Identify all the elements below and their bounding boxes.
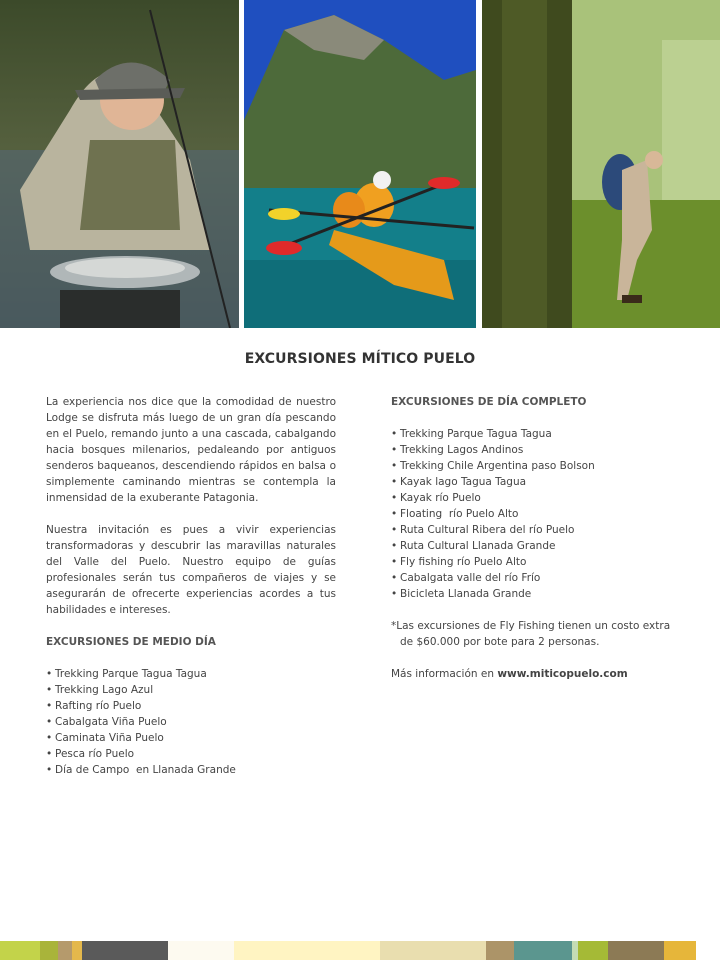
photo-strip	[0, 0, 720, 328]
list-item: • Bicicleta Llanada Grande	[391, 588, 532, 600]
angler-photo	[0, 0, 239, 328]
list-item: • Trekking Chile Argentina paso Bolson	[391, 460, 595, 472]
list-item: • Pesca río Puelo	[46, 748, 135, 760]
kayak-photo	[244, 0, 476, 328]
list-item: • Cabalgata valle del río Frío	[391, 572, 541, 584]
footer-color-stripe	[0, 941, 720, 960]
list-item: • Kayak lago Tagua Tagua	[391, 476, 527, 488]
list-item: • Trekking Lagos Andinos	[391, 444, 524, 456]
stripe-segment	[58, 941, 72, 960]
list-item: • Kayak río Puelo	[391, 492, 481, 504]
more-info-label: Más información en	[391, 668, 498, 680]
stripe-segment	[578, 941, 608, 960]
list-item: • Floating río Puelo Alto	[391, 508, 519, 520]
stripe-segment	[0, 941, 40, 960]
full-day-list	[391, 426, 691, 602]
half-day-list	[46, 666, 336, 778]
list-item: • Trekking Parque Tagua Tagua	[46, 668, 207, 680]
list-item: • Día de Campo en Llanada Grande	[46, 764, 236, 776]
list-item: • Ruta Cultural Llanada Grande	[391, 540, 556, 552]
stripe-segment	[168, 941, 234, 960]
fly-fishing-note	[391, 618, 691, 650]
note-line: *Las excursiones de Fly Fishing tienen un costo extra	[391, 620, 671, 632]
stripe-segment	[40, 941, 58, 960]
stripe-segment	[608, 941, 664, 960]
trekking-photo	[482, 0, 720, 328]
page-title: EXCURSIONES MÍTICO PUELO	[244, 351, 476, 367]
stripe-segment	[234, 941, 380, 960]
list-item: • Trekking Parque Tagua Tagua	[391, 428, 552, 440]
list-item: • Fly fishing río Puelo Alto	[391, 556, 527, 568]
list-item: • Ruta Cultural Ribera del río Puelo	[391, 524, 575, 536]
more-info	[391, 666, 691, 682]
stripe-segment	[486, 941, 514, 960]
list-item: • Caminata Viña Puelo	[46, 732, 164, 744]
list-item: • Trekking Lago Azul	[46, 684, 154, 696]
stripe-segment	[380, 941, 486, 960]
right-column	[391, 394, 691, 682]
full-day-heading: EXCURSIONES DE DÍA COMPLETO	[391, 396, 587, 408]
left-column	[46, 394, 336, 794]
note-line: de $60.000 por bote para 2 personas.	[400, 636, 600, 648]
stripe-segment	[72, 941, 82, 960]
website-link[interactable]: www.miticopuelo.com	[497, 668, 628, 680]
stripe-segment	[82, 941, 168, 960]
intro-paragraph: La experiencia nos dice que la comodidad de nuestro Lodge se disfruta más luego de un gran día pescando en el Puelo, remando junto a una cascada, cabalgando hacia bosques milenarios, pedaleando por antiguos senderos baqueanos, descendiendo rápidos en balsa o simplemente caminando mientras se contempla la inmensidad de la exuberante Patagonia.	[46, 396, 336, 504]
half-day-heading: EXCURSIONES DE MEDIO DÍA	[46, 636, 216, 648]
list-item: • Rafting río Puelo	[46, 700, 142, 712]
stripe-segment	[514, 941, 572, 960]
stripe-segment	[664, 941, 696, 960]
list-item: • Cabalgata Viña Puelo	[46, 716, 167, 728]
invitation-paragraph: Nuestra invitación es pues a vivir experiencias transformadoras y descubrir las maravillas naturales del Valle del Puelo. Nuestro equipo de guías profesionales serán tus compañeros de viajes y se asegurarán de ofrecerte experiencias acordes a tus habilidades e intereses.	[46, 524, 336, 616]
